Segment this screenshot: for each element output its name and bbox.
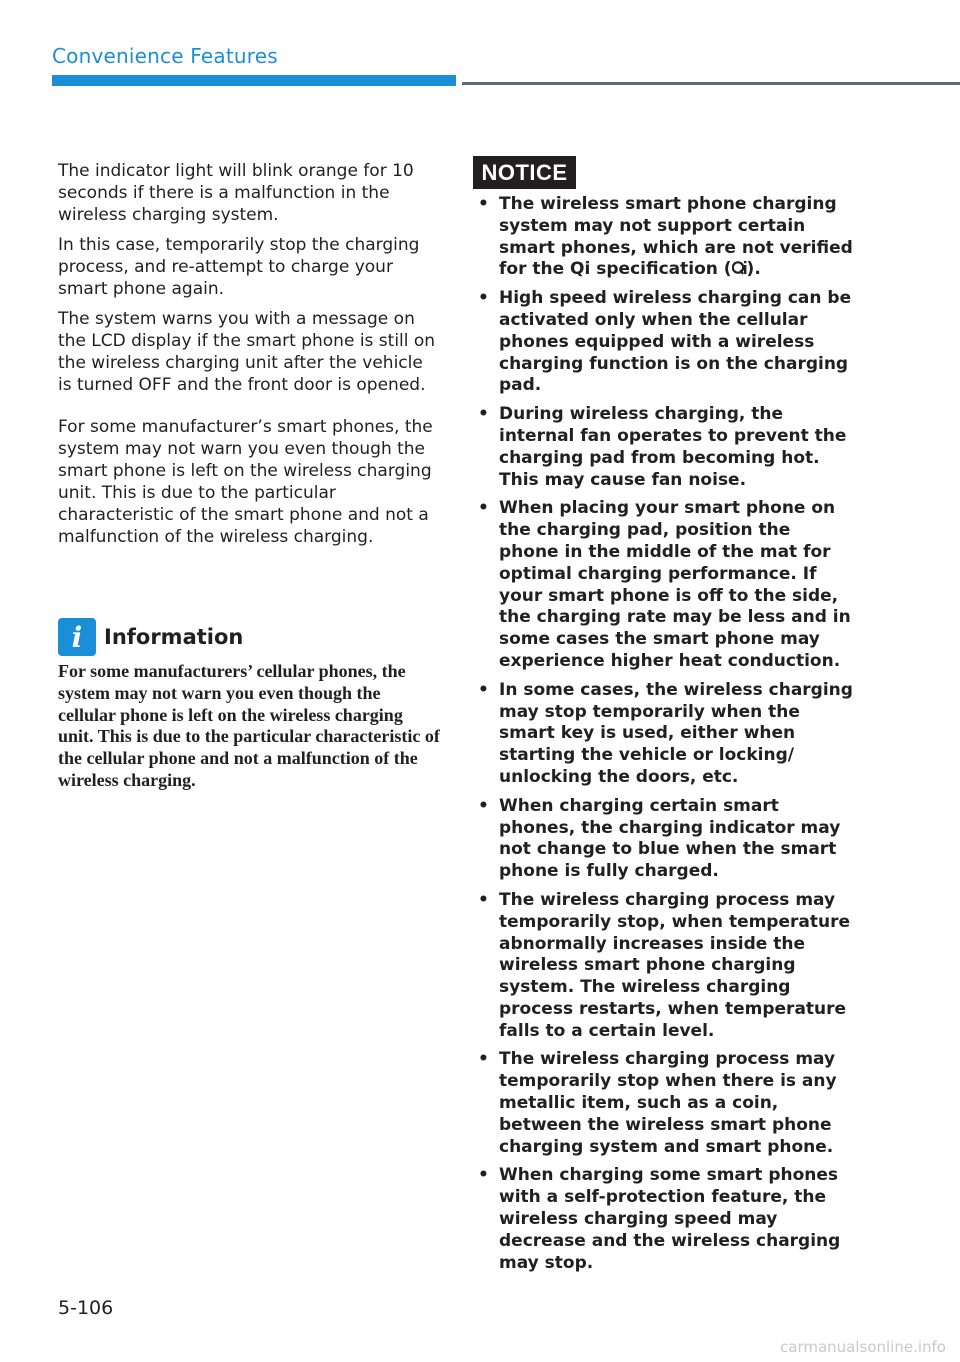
notice-item-text: During wireless charging, the internal fan operates to prevent the charging pad from becoming hot. This may cause fan noise. — [499, 404, 847, 490]
bullet-icon: • — [478, 679, 489, 700]
bullet-icon: • — [478, 498, 489, 519]
notice-item-text: The wireless smart phone charging system may not support certain smart phones, which are not verified for the Qi specification ( — [499, 194, 853, 280]
notice-item — [473, 680, 853, 789]
notice-item-text: The wireless charging process may temporarily stop, when temperature abnormally increases inside the wireless smart phone charging system. The wireless charging process restarts, when temperature falls to a certain level. — [499, 889, 851, 1041]
bullet-icon: • — [478, 1049, 489, 1070]
notice-item — [473, 796, 853, 883]
left-column — [58, 160, 438, 556]
notice-item — [473, 498, 853, 672]
page-number: 5-106 — [58, 1297, 114, 1319]
notice-item — [473, 1165, 853, 1274]
notice-item-text: When charging some smart phones with a self-protection feature, the wireless charging speed may decrease and the wireless charging may stop. — [499, 1165, 841, 1273]
notice-item — [473, 890, 853, 1043]
notice-item-text: When placing your smart phone on the charging pad, position the phone in the middle of the mat for optimal charging performance. If your smart phone is off to the side, the charging rate may be less and in some cases the smart phone may experience higher heat conduction. — [499, 498, 851, 671]
bullet-icon: • — [478, 288, 489, 309]
information-header — [58, 618, 442, 656]
notice-item — [473, 194, 853, 281]
bullet-icon: • — [478, 889, 489, 910]
paragraph-manufacturer: For some manufacturer’s smart phones, the system may not warn you even though the smart phone is left on the wireless charging unit. This is due to the particular characteristic of the smart phone and not a malfunction of the wireless charging. — [58, 417, 433, 547]
paragraph-malfunction: The indicator light will blink orange for 10 seconds if there is a malfunction in the wireless charging system. — [58, 161, 414, 225]
notice-item-text: The wireless charging process may temporarily stop when there is any metallic item, such as a coin, between the wireless smart phone charging system and smart phone. — [499, 1049, 837, 1157]
notice-badge: NOTICE — [473, 156, 576, 189]
qi-logo-icon — [732, 259, 747, 276]
info-icon: i — [58, 618, 96, 656]
notice-item — [473, 288, 853, 397]
notice-item-suffix: ). — [746, 259, 761, 280]
watermark: carmanualsonline.info — [780, 1338, 946, 1356]
bullet-icon: • — [478, 1165, 489, 1186]
bullet-icon: • — [478, 404, 489, 425]
paragraph-retry: In this case, temporarily stop the charging process, and re-attempt to charge your smart phone again. — [58, 235, 420, 299]
section-title: Convenience Features — [52, 44, 278, 68]
information-title: Information — [104, 625, 244, 649]
notice-list — [473, 194, 853, 1281]
notice-item — [473, 404, 853, 491]
header-divider-rule — [462, 82, 960, 85]
information-box — [58, 618, 442, 792]
bullet-icon: • — [478, 194, 489, 214]
information-text: For some manufacturers’ cellular phones, the system may not warn you even though the cellular phone is left on the wireless charging unit. This is due to the particular characteristic of the cellular phone and not a malfunction of the wireless charging. — [58, 661, 440, 790]
paragraph-lcd-warning: The system warns you with a message on the LCD display if the smart phone is still on the wireless charging unit after the vehicle is turned OFF and the front door is opened. — [58, 309, 436, 395]
notice-item-text: In some cases, the wireless charging may stop temporarily when the smart key is used, either when starting the vehicle or locking/ unlocking the doors, etc. — [499, 679, 853, 787]
notice-item-text: High speed wireless charging can be activated only when the cellular phones equipped with a wireless charging function is on the charging pad. — [499, 288, 852, 396]
bullet-icon: • — [478, 795, 489, 816]
notice-item-text: When charging certain smart phones, the charging indicator may not change to blue when the smart phone is fully charged. — [499, 795, 841, 882]
notice-item — [473, 1049, 853, 1158]
header-accent-rule — [52, 75, 456, 86]
